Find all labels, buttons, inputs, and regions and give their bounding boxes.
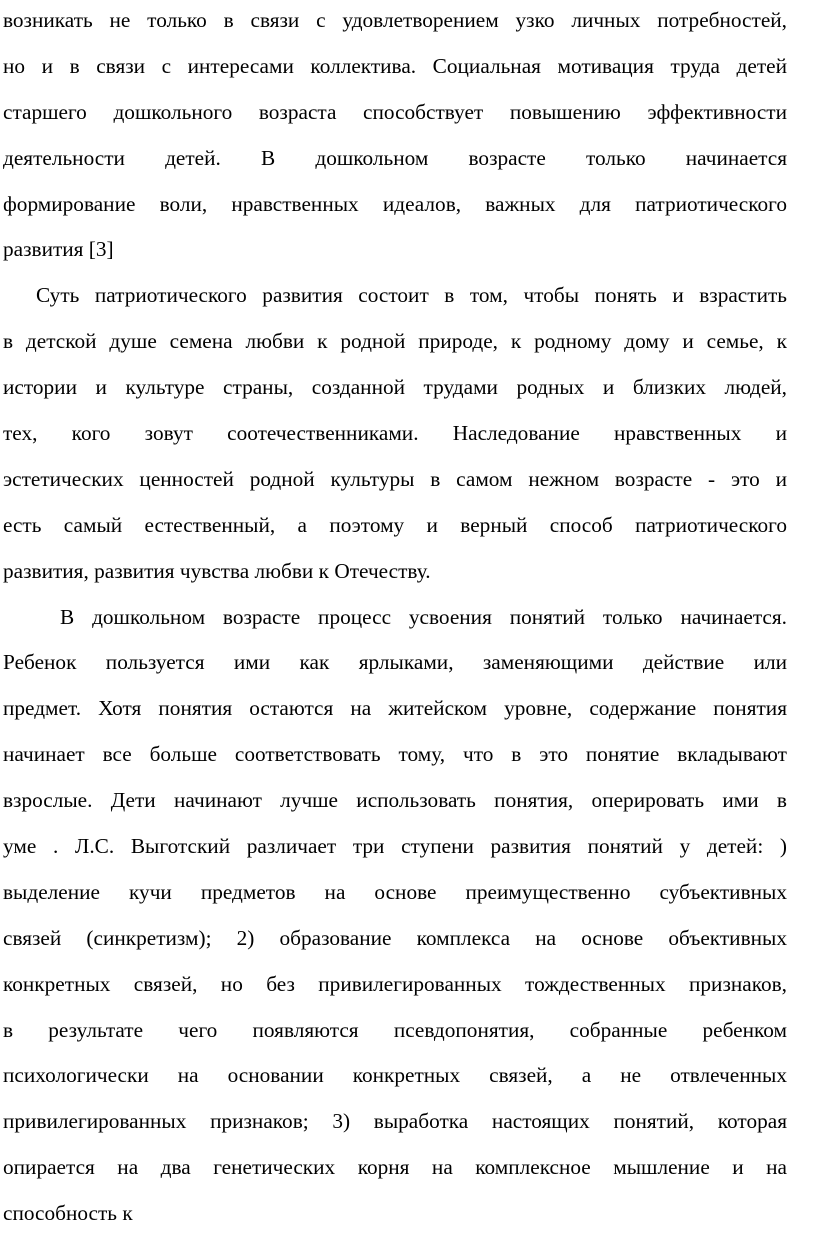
text-line: конкретных связей, но без привилегированных тождественных признаков, — [3, 971, 787, 996]
paragraph-2 — [3, 273, 787, 594]
text-line: начинает все больше соответствовать тому, что в это понятие вкладывают — [3, 742, 787, 767]
text-line: истории и культуре страны, созданной трудами родных и близких людей, — [3, 375, 787, 400]
text-line: выделение кучи предметов на основе преимущественно субъективных — [3, 879, 787, 904]
text-line-last: развития, развития чувства любви к Отечеству. — [3, 558, 431, 583]
text-line: опирается на два генетических корня на комплексное мышление и на — [3, 1155, 787, 1180]
text-line: уме . Л.С. Выготский различает три ступени развития понятий у детей: ) — [3, 834, 787, 859]
text-line: взрослые. Дети начинают лучше использовать понятия, оперировать ими в — [3, 788, 787, 813]
text-line-first: В дошкольном возрасте процесс усвоения понятий только начинается. — [60, 604, 787, 629]
text-line: психологически на основании конкретных связей, а не отвлеченных — [3, 1063, 787, 1088]
text-line: связей (синкретизм); 2) образование комплекса на основе объективных — [3, 925, 787, 950]
text-line-first: Суть патриотического развития состоит в том, чтобы понять и взрастить — [36, 283, 787, 308]
text-line: в детской душе семена любви к родной природе, к родному дому и семье, к — [3, 329, 787, 354]
text-line: но и в связи с интересами коллектива. Социальная мотивация труда детей — [3, 53, 787, 78]
text-line-last: развития [3] — [3, 237, 114, 262]
document-page — [3, 0, 787, 1237]
text-line: формирование воли, нравственных идеалов, важных для патриотического — [3, 191, 787, 216]
paragraph-3 — [3, 595, 787, 1237]
text-line: привилегированных признаков; 3) выработка настоящих понятий, которая — [3, 1109, 787, 1134]
text-line: старшего дошкольного возраста способствует повышению эффективности — [3, 99, 787, 124]
text-line: в результате чего появляются псевдопонятия, собранные ребенком — [3, 1017, 787, 1042]
text-line: деятельности детей. В дошкольном возрасте только начинается — [3, 145, 787, 170]
text-line: предмет. Хотя понятия остаются на житейском уровне, содержание понятия — [3, 696, 787, 721]
text-line: возникать не только в связи с удовлетворением узко личных потребностей, — [3, 8, 787, 32]
paragraph-1 — [3, 0, 787, 273]
text-line: Ребенок пользуется ими как ярлыками, заменяющими действие или — [3, 650, 787, 675]
text-line: тех, кого зовут соотечественниками. Наследование нравственных и — [3, 421, 787, 446]
text-line-last: способность к — [3, 1201, 133, 1226]
text-line: эстетических ценностей родной культуры в самом нежном возрасте - это и — [3, 466, 787, 491]
text-line: есть самый естественный, а поэтому и верный способ патриотического — [3, 512, 787, 537]
